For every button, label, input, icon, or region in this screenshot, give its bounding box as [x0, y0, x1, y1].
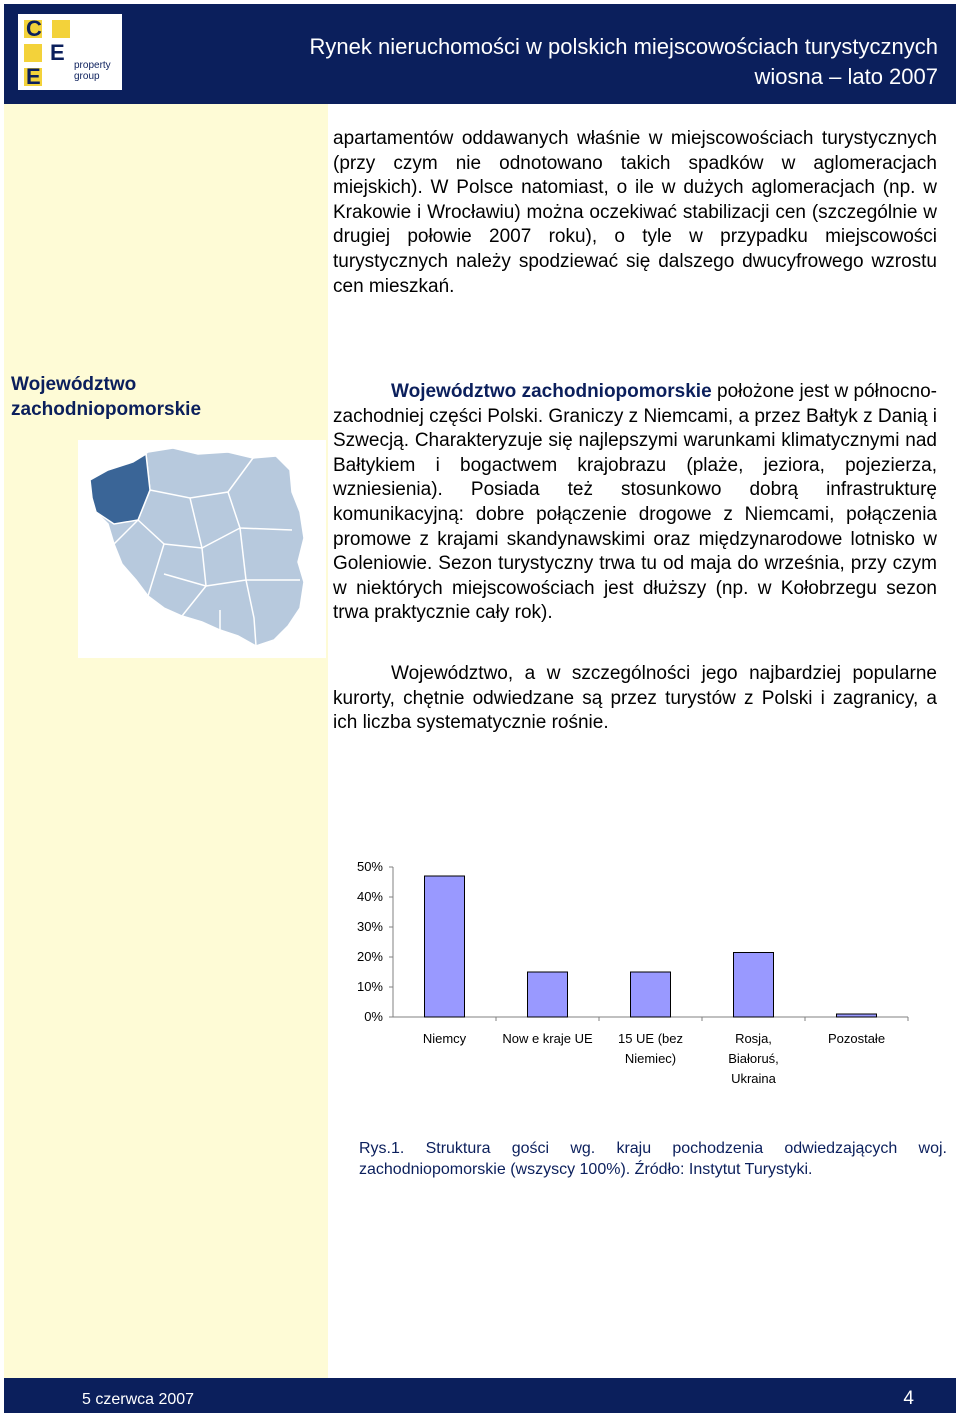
- cee-logo: [18, 14, 122, 90]
- sidebar-column: [4, 104, 328, 1378]
- document-title-line1: Rynek nieruchomości w polskich miejscowościach turystycznych: [309, 34, 938, 59]
- bar: [734, 953, 774, 1018]
- logo-letter: C: [26, 16, 42, 41]
- poland-map-graphic: [78, 440, 326, 658]
- sidebar-heading: [11, 372, 311, 422]
- region-paragraph: [333, 380, 937, 626]
- y-tick-label: 40%: [356, 889, 383, 904]
- y-tick-label: 10%: [356, 979, 383, 994]
- document-title: [310, 32, 938, 92]
- poland-map: [78, 440, 326, 658]
- x-tick-label: Niemiec): [624, 1051, 677, 1066]
- logo-letter: E: [50, 40, 65, 65]
- page-header: [4, 4, 956, 104]
- region-zachodniopomorskie: [90, 454, 150, 524]
- region-name: Województwo zachodniopomorskie: [391, 381, 712, 402]
- y-tick-label: 30%: [356, 919, 383, 934]
- sidebar-heading-line: zachodniopomorskie: [11, 399, 202, 420]
- bar: [425, 876, 465, 1017]
- bar: [528, 972, 568, 1017]
- logo-letter: E: [26, 64, 41, 89]
- logo-text: [74, 60, 111, 82]
- document-title-line2: wiosna – lato 2007: [754, 64, 938, 89]
- logo-text-line: group: [74, 71, 100, 82]
- x-tick-label: Pozostałe: [827, 1031, 886, 1046]
- bar: [837, 1014, 877, 1017]
- logo-square: [52, 20, 70, 38]
- intro-paragraph: apartamentów oddawanych właśnie w miejscowościach turystycznych (przy czym nie odnotowano takich spadków w aglomeracjach miejskich). W Polsce natomiast, o ile w dużych aglomeracjach (np. w Krakowie i Wrocławiu) można oczekiwać stabilizacji cen (szczególnie w drugiej połowie 2007 roku), o tyle w przypadku miejscowości turystycznych należy spodziewać się dalszego dwucyfrowego wzrostu cen mieszkań.: [333, 128, 937, 297]
- x-tick-label: Rosja,: [735, 1031, 772, 1046]
- popularity-paragraph: Województwo, a w szczególności jego najbardziej popularne kurorty, chętnie odwiedzane są przez turystów z Polski i zagranicy, a ich liczba systematycznie rośnie.: [333, 663, 937, 734]
- y-tick-label: 20%: [356, 949, 383, 964]
- page-number: 4: [903, 1388, 914, 1409]
- x-tick-label: Ukraina: [731, 1071, 776, 1086]
- footer-date: 5 czerwca 2007: [82, 1391, 195, 1408]
- bar: [631, 972, 671, 1017]
- x-tick-label: 15 UE (bez: [617, 1031, 684, 1046]
- logo-text-line: property: [74, 60, 111, 71]
- region-paragraph-text: położone jest w północno-zachodniej części Polski. Graniczy z Niemcami, a przez Bałtyk z Danią i Szwecją. Charakteryzuje się najlepszymi warunkami klimatycznymi nad Bałtykiem i bogactwem krajobrazu (plaże, jeziora, pojezierza, wzniesienia). Posiada też stosunkowo dobrą infrastrukturę komunikacyjną: dobre połączenie drogowe z Niemcami, połączenia promowe z krajami skandynawskimi oraz międzynarodowe lotnisko w Goleniowie. Sezon turystyczny trwa tu od maja do września, przy czym w niektórych miejscowościach jest dłuższy (np. w Kołobrzegu sezon trwa praktycznie cały rok).: [333, 381, 937, 624]
- page-footer: [4, 1378, 956, 1413]
- y-tick-label: 50%: [356, 859, 383, 874]
- x-tick-label: Białoruś,: [728, 1051, 779, 1066]
- logo-square: [24, 44, 42, 62]
- guest-origin-chart: [340, 850, 920, 1100]
- y-tick-label: 0%: [364, 1009, 383, 1024]
- x-tick-label: Niemcy: [422, 1031, 467, 1046]
- x-tick-label: Now e kraje UE: [502, 1031, 593, 1046]
- figure-caption: Rys.1. Struktura gości wg. kraju pochodzenia odwiedzających woj. zachodniopomorskie (wszyscy 100%). Źródło: Instytut Turystyki.: [359, 1140, 947, 1178]
- sidebar-heading-line: Województwo: [11, 374, 137, 395]
